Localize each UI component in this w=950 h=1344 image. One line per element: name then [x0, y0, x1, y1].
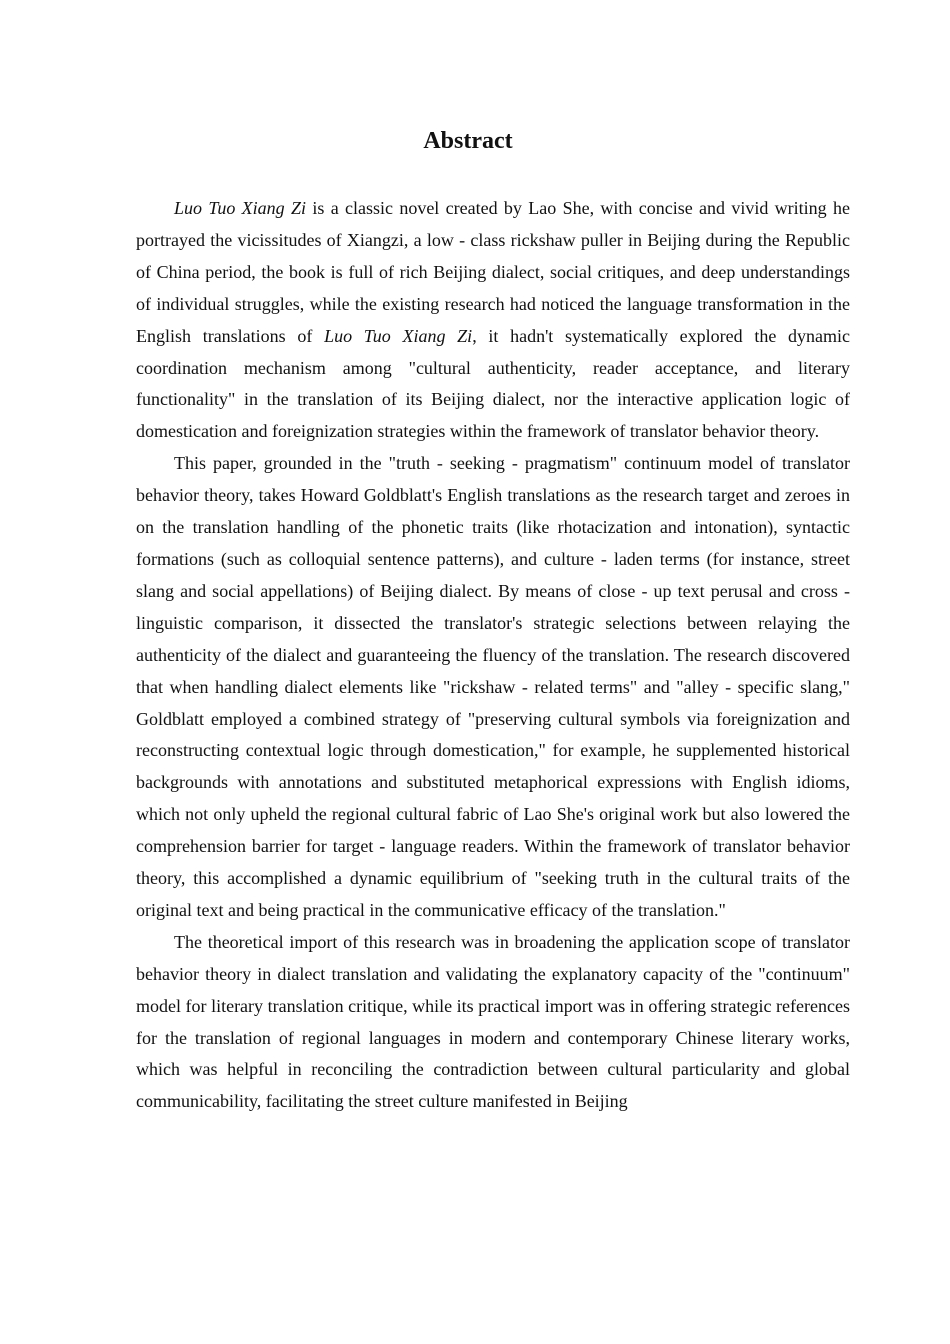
abstract-title: Abstract: [423, 128, 513, 154]
abstract-paragraph-1: [136, 193, 850, 448]
novel-title-italic: Luo Tuo Xiang Zi: [174, 198, 307, 218]
novel-title-italic: Luo Tuo Xiang Zi: [324, 325, 473, 346]
abstract-paragraph-2: This paper, grounded in the "truth - seeking - pragmatism" continuum model of translator behavior theory, takes Howard Goldblatt's English translations as the research target and zeroes in on the translation handling of the phonetic traits (like rhotacization and intonation), syntactic formations (such as colloquial sentence patterns), and culture - laden terms (for instance, street slang and social appellations) of Beijing dialect. By means of close - up text perusal and cross - linguistic comparison, it dissected the translator's strategic selections between relaying the authenticity of the dialect and guaranteeing the fluency of the translation. The research discovered that when handling dialect elements like "rickshaw - related terms" and "alley - specific slang," Goldblatt employed a combined strategy of "preserving cultural symbols via foreignization and reconstructing contextual logic through domestication," for example, he supplemented historical backgrounds with annotations and substituted metaphorical expressions with English idioms, which not only upheld the regional cultural fabric of Lao She's original work but also lowered the comprehension barrier for target - language readers. Within the framework of translator behavior theory, this accomplished a dynamic equilibrium of "seeking truth in the cultural traits of the original text and being practical in the communicative efficacy of the translation.": [136, 453, 850, 920]
paragraph-1-text-a: is a classic novel created by Lao She, with concise and vivid writing he portrayed the vicissitudes of Xiangzi, a low - class rickshaw puller in Beijing during the Republic of China period, the book is full of rich Beijing dialect, social critiques, and deep understandings of individual struggles, while the existing research had noticed the language transformation in the English translations of: [136, 198, 850, 346]
paragraph-1-text-b: , it hadn't systematically explored the dynamic coordination mechanism among "cultural authenticity, reader acceptance, and literary functionality" in the translation of its Beijing dialect, nor the interactive application logic of domestication and foreignization strategies within the framework of translator behavior theory.: [136, 325, 850, 442]
abstract-paragraph-3: The theoretical import of this research was in broadening the application scope of translator behavior theory in dialect translation and validating the explanatory capacity of the "continuum" model for literary translation critique, while its practical import was in offering strategic references for the translation of regional languages in modern and contemporary Chinese literary works, which was helpful in reconciling the contradiction between cultural particularity and global communicability, facilitating the street culture manifested in Beijing: [136, 931, 850, 1112]
abstract-body: [136, 193, 850, 1118]
